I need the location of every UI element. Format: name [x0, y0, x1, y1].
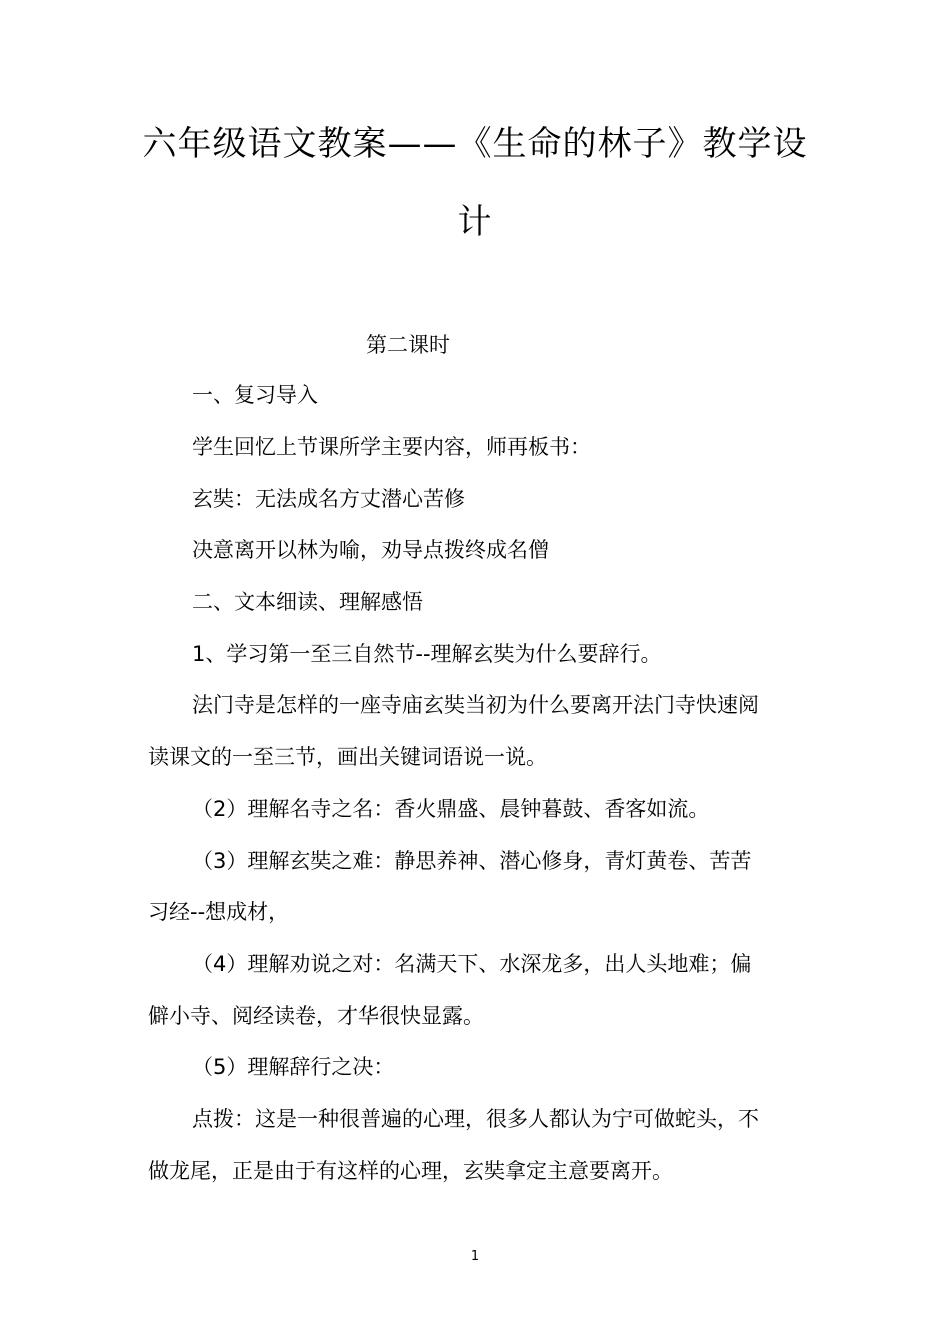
paragraph-continuation: 读课文的一至三节，画出关键词语说一说。 [148, 745, 547, 769]
section-heading-reading: 二、文本细读、理解感悟 [192, 590, 423, 614]
paragraph: 学生回忆上节课所学主要内容，师再板书： [192, 435, 591, 459]
document-title-line-2: 计 [457, 202, 493, 242]
paragraph: 1、学习第一至三自然节--理解玄奘为什么要辞行。 [192, 642, 662, 666]
paragraph: 点拨：这是一种很普遍的心理，很多人都认为宁可做蛇头，不 [192, 1107, 759, 1131]
blackboard-line: 玄奘：无法成名方丈潜心苦修 [192, 487, 465, 511]
lesson-heading: 第二课时 [366, 333, 450, 357]
list-item: （5）理解辞行之决： [192, 1055, 395, 1079]
paragraph: 法门寺是怎样的一座寺庙玄奘当初为什么要离开法门寺快速阅 [192, 693, 759, 717]
section-heading-review: 一、复习导入 [192, 383, 318, 407]
paragraph-continuation: 做龙尾，正是由于有这样的心理，玄奘拿定主意要离开。 [148, 1159, 673, 1183]
document-title-line-1: 六年级语文教案——《生命的林子》教学设 [142, 124, 808, 164]
list-item: （3）理解玄奘之难：静思养神、潜心修身，青灯黄卷、苦苦 [192, 849, 752, 873]
list-item-continuation: 僻小寺、阅经读卷，才华很快显露。 [148, 1004, 484, 1028]
list-item: （2）理解名寺之名：香火鼎盛、晨钟暮鼓、香客如流。 [192, 797, 710, 821]
list-item: （4）理解劝说之对：名满天下、水深龙多，出人头地难；偏 [192, 952, 752, 976]
blackboard-line: 决意离开以林为喻，劝导点拨终成名僧 [192, 538, 549, 562]
list-item-continuation: 习经--想成材， [148, 900, 290, 924]
page-number: 1 [470, 1249, 480, 1264]
